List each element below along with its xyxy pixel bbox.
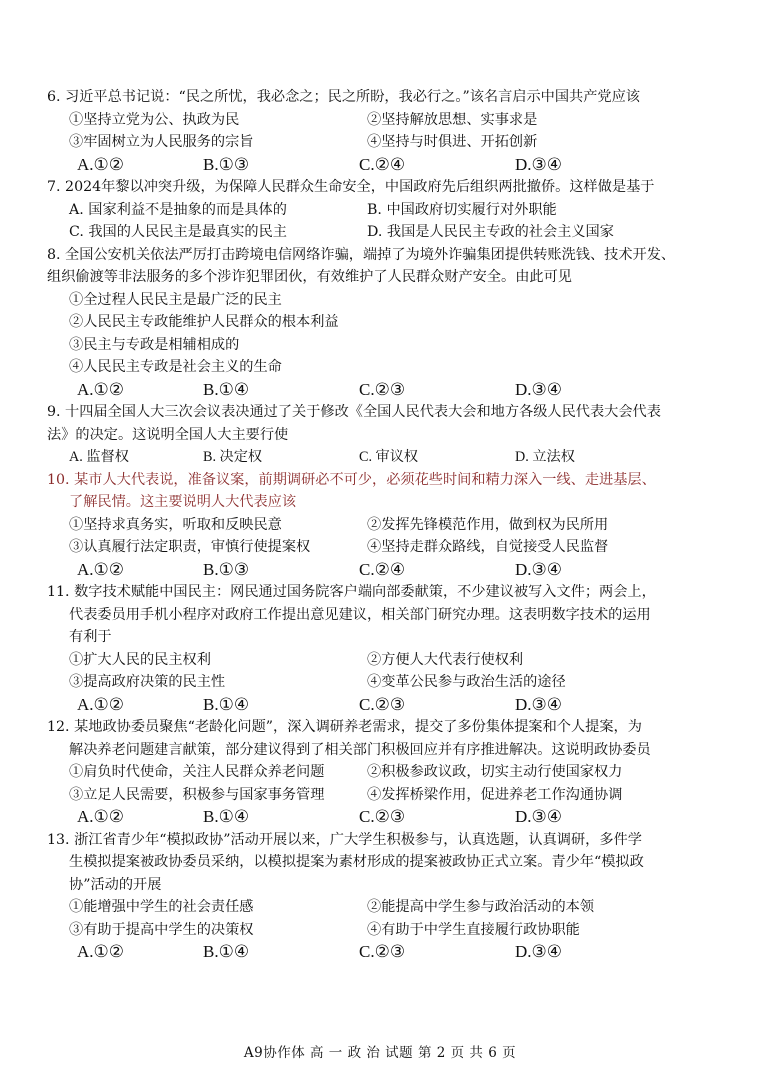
question-6 — [47, 86, 717, 176]
option: B. 中国政府切实履行对外职能 — [367, 201, 557, 218]
statement: ③民主与专政是相辅相成的 — [69, 336, 240, 353]
option: C. 我国的人民民主是最真实的民主 — [69, 224, 287, 240]
statement: ③有助于提高中学生的决策权 — [69, 921, 254, 938]
question-stem: 代表委员用手机小程序对政府工作提出意见建议，相关部门研究办理。这表明数字技术的运用 — [69, 606, 651, 623]
statement-row — [47, 896, 717, 919]
question-stem: 6. 习近平总书记说：“民之所忧，我必念之；民之所盼，我必行之。”该名言启示中国共产党应该 — [47, 89, 640, 105]
statement: ①能增强中学生的社会责任感 — [69, 899, 254, 915]
choice-b: B.①④ — [203, 807, 250, 826]
statement: ④人民民主专政是社会主义的生命 — [69, 359, 282, 375]
statement: ①扩大人民的民主权利 — [69, 651, 211, 668]
question-stem: 11. 数字技术赋能中国民主：网民通过国务院客户端向部委献策，不少建议被写入文件；两会上， — [47, 584, 656, 600]
statement: ④有助于中学生直接履行政协职能 — [367, 921, 580, 938]
statement-row — [47, 784, 717, 807]
choice-b: B.①④ — [203, 942, 250, 961]
question-13 — [47, 829, 717, 964]
statement-row — [47, 109, 717, 132]
page-footer: A9协作体 高 一 政 治 试题 第 2 页 共 6 页 — [243, 1045, 517, 1061]
question-stem: 生模拟提案被政协委员采纳，以模拟提案为素材形成的提案被政协正式立案。青少年“模拟政 — [69, 854, 644, 870]
statement: ③立足人民需要，积极参与国家事务管理 — [69, 786, 325, 803]
choice-c: C.②③ — [359, 807, 406, 826]
choice-a: A.①② — [77, 807, 125, 826]
question-11 — [47, 581, 717, 716]
choice-b: B.①④ — [203, 694, 250, 714]
choice-c: C.②④ — [359, 559, 406, 579]
question-stem: 有利于 — [69, 629, 112, 645]
choice-d: D.③④ — [515, 154, 563, 174]
statement-row — [47, 199, 717, 222]
choice-a: A.①② — [77, 942, 125, 961]
choice-c: C.②③ — [359, 694, 406, 714]
answer-choices — [47, 806, 717, 829]
statement-row — [47, 536, 717, 559]
choice-c: C.②④ — [359, 154, 406, 174]
statement: ②方便人大代表行使权利 — [367, 651, 524, 668]
statement: ①全过程人民民主是最广泛的民主 — [69, 291, 282, 308]
choice-d: D.③④ — [515, 694, 563, 714]
question-stem: 8. 全国公安机关依法严厉打击跨境电信网络诈骗，端掉了为境外诈骗集团提供转账洗钱、技术开发、 — [47, 246, 676, 263]
question-12 — [47, 716, 717, 829]
statement-row — [47, 671, 717, 694]
statement: ①坚持求真务实，听取和反映民意 — [69, 516, 282, 533]
choice-c: C.②③ — [359, 942, 406, 961]
statement: ③牢固树立为人民服务的宗旨 — [69, 134, 254, 150]
statement: ①肩负时代使命，关注人民群众养老问题 — [69, 764, 325, 780]
statement-row — [47, 649, 717, 672]
statement: ②坚持解放思想、实事求是 — [367, 111, 538, 128]
question-stem: 13. 浙江省青少年“模拟政协”活动开展以来，广大学生积极参与，认真选题，认真调研，多件学 — [47, 831, 642, 848]
statement: ④发挥桥梁作用，促进养老工作沟通协调 — [367, 786, 623, 803]
option: D. 我国是人民民主专政的社会主义国家 — [367, 224, 614, 240]
option: A. 国家利益不是抽象的而是具体的 — [69, 201, 287, 218]
choice-b: B.①④ — [203, 379, 250, 399]
question-stem: 7. 2024年黎以冲突升级，为保障人民群众生命安全，中国政府先后组织两批撤侨。这样做是基于 — [47, 179, 655, 195]
choice-b: B.①③ — [203, 154, 250, 174]
statement: ④坚持与时俱进、开拓创新 — [367, 134, 538, 150]
choice-d: D.③④ — [515, 942, 563, 961]
question-7 — [47, 176, 717, 244]
choice-d: D.③④ — [515, 807, 563, 826]
statement: ③提高政府决策的民主性 — [69, 674, 226, 690]
choice-b: B. 决定权 — [203, 449, 263, 465]
question-9 — [47, 401, 717, 469]
question-stem: 10. 某市人大代表说，准备议案，前期调研必不可少，必须花些时间和精力深入一线、走进基层、 — [47, 471, 656, 488]
question-stem: 法》的决定。这说明全国人大主要行使 — [47, 426, 289, 443]
choice-b: B.①③ — [203, 559, 250, 579]
statement-row — [47, 221, 717, 244]
statement: ①坚持立党为公、执政为民 — [69, 111, 240, 128]
question-stem: 12. 某地政协委员聚焦“老龄化问题”，深入调研养老需求，提交了多份集体提案和个人提案，为 — [47, 719, 642, 735]
question-10 — [47, 469, 717, 582]
question-stem: 了解民情。这主要说明人大代表应该 — [69, 494, 297, 510]
question-stem: 组织偷渡等非法服务的多个涉诈犯罪团伙，有效维护了人民群众财产安全。由此可见 — [47, 269, 572, 285]
answer-choices — [47, 559, 717, 582]
choice-d: D.③④ — [515, 379, 563, 399]
choice-a: A.①② — [77, 559, 125, 579]
choice-a: A.①② — [77, 694, 125, 714]
question-stem: 9. 十四届全国人大三次会议表决通过了关于修改《全国人民代表大会和地方各级人民代表大会代表 — [47, 404, 661, 420]
statement-row — [47, 761, 717, 784]
answer-choices — [47, 446, 717, 469]
choice-a: A.①② — [77, 379, 125, 399]
choice-c: C.②③ — [359, 379, 406, 399]
question-stem: 协”活动的开展 — [69, 876, 162, 893]
choice-a: A. 监督权 — [69, 449, 129, 465]
statement: ②积极参政议政，切实主动行使国家权力 — [367, 764, 623, 780]
statement: ②人民民主专政能维护人民群众的根本利益 — [69, 314, 339, 330]
choice-c: C. 审议权 — [359, 449, 419, 465]
answer-choices — [47, 154, 717, 177]
exam-page — [47, 86, 717, 964]
statement-row — [47, 514, 717, 537]
answer-choices — [47, 379, 717, 402]
choice-d: D. 立法权 — [515, 449, 575, 465]
answer-choices — [47, 694, 717, 717]
choice-d: D.③④ — [515, 559, 563, 579]
statement: ④坚持走群众路线，自觉接受人民监督 — [367, 539, 609, 555]
statement-row — [47, 131, 717, 154]
choice-a: A.①② — [77, 154, 125, 174]
statement: ②发挥先锋模范作用，做到权为民所用 — [367, 516, 609, 533]
statement-row — [47, 919, 717, 942]
statement: ②能提高中学生参与政治活动的本领 — [367, 899, 595, 915]
answer-choices — [47, 941, 717, 964]
statement: ④变革公民参与政治生活的途径 — [367, 674, 566, 690]
question-8 — [47, 244, 717, 402]
question-stem: 解决养老问题建言献策，部分建议得到了相关部门积极回应并有序推进解决。这说明政协委员 — [69, 741, 651, 758]
statement: ③认真履行法定职责，审慎行使提案权 — [69, 539, 311, 555]
